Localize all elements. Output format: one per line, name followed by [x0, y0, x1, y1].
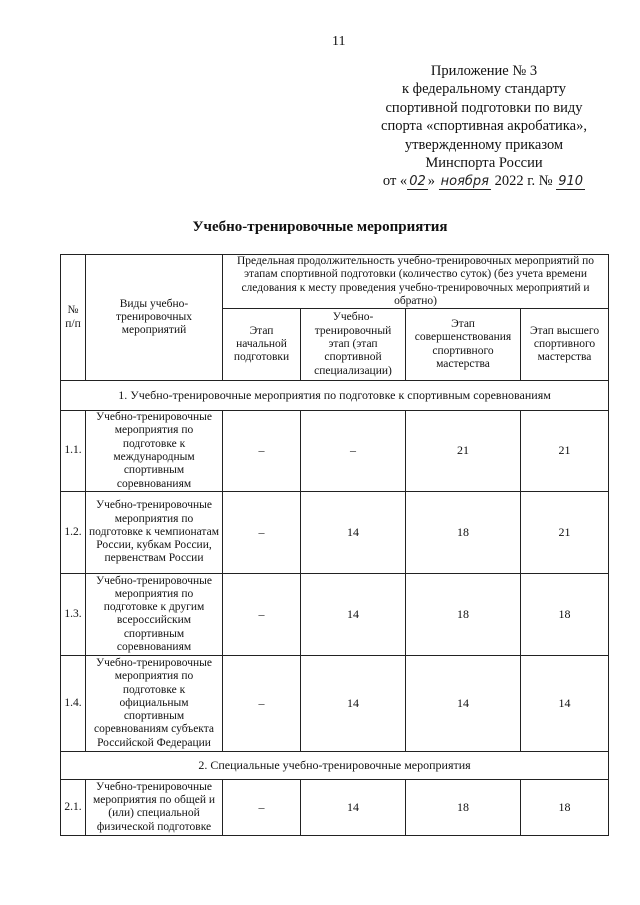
year-text: 2022 г. №	[494, 173, 553, 190]
appendix-line: к федеральному стандарту	[402, 81, 566, 98]
value-initial: –	[223, 491, 301, 573]
value-improvement: 18	[406, 491, 521, 573]
row-name: Учебно-тренировочные мероприятия по подготовке к официальным спортивным соревнованиям субъекта Российской Федерации	[86, 655, 223, 751]
page-number: 11	[332, 34, 346, 49]
table-row	[61, 491, 609, 573]
table-row	[61, 411, 609, 492]
value-improvement: 21	[406, 411, 521, 492]
header-num: № п/п	[61, 255, 86, 381]
appendix-line: утвержденному приказом	[404, 136, 564, 153]
header-stage-initial: Этап начальной подготовки	[223, 309, 301, 381]
value-improvement: 18	[406, 779, 521, 835]
value-highest: 14	[521, 655, 609, 751]
section-title: 2. Специальные учебно-тренировочные мероприятия	[61, 751, 609, 779]
value-highest: 18	[521, 779, 609, 835]
value-improvement: 14	[406, 655, 521, 751]
header-stage-highest: Этап высшего спортивного мастерства	[521, 309, 609, 381]
value-initial: –	[223, 779, 301, 835]
row-name: Учебно-тренировочные мероприятия по подготовке к международным спортивным соревнованиям	[86, 411, 223, 492]
value-highest: 18	[521, 573, 609, 655]
appendix-line: Минспорта России	[425, 155, 543, 172]
value-initial: –	[223, 411, 301, 492]
value-training: 14	[301, 491, 406, 573]
row-num: 1.4.	[61, 655, 86, 751]
row-num: 1.1.	[61, 411, 86, 492]
row-num: 1.3.	[61, 573, 86, 655]
header-stage-improvement: Этап совершенствования спортивного мастерства	[406, 309, 521, 381]
table-row	[61, 573, 609, 655]
appendix-block	[360, 62, 608, 192]
value-training: –	[301, 411, 406, 492]
section-title: 1. Учебно-тренировочные мероприятия по подготовке к спортивным соревнованиям	[61, 381, 609, 411]
header-kind: Виды учебно-тренировочных мероприятий	[86, 255, 223, 381]
row-name: Учебно-тренировочные мероприятия по подготовке к другим всероссийским спортивным соревнованиям	[86, 573, 223, 655]
header-stage-training: Учебно-тренировочный этап (этап спортивной специализации)	[301, 309, 406, 381]
appendix-line: спорта «спортивная акробатика»,	[381, 118, 587, 135]
appendix-line: спортивной подготовки по виду	[385, 99, 583, 116]
row-name: Учебно-тренировочные мероприятия по общей и (или) специальной физической подготовке	[86, 779, 223, 835]
handwritten-month: ноября	[440, 174, 489, 190]
date-mid: »	[427, 173, 435, 190]
value-training: 14	[301, 655, 406, 751]
training-events-table	[60, 254, 609, 836]
value-highest: 21	[521, 491, 609, 573]
appendix-line: Приложение № 3	[430, 63, 538, 79]
value-improvement: 18	[406, 573, 521, 655]
handwritten-day: 02	[409, 174, 426, 190]
value-training: 14	[301, 779, 406, 835]
order-date-line	[360, 172, 608, 191]
row-num: 1.2.	[61, 491, 86, 573]
row-name: Учебно-тренировочные мероприятия по подготовке к чемпионатам России, кубкам России, первенствам России	[86, 491, 223, 573]
table-row	[61, 779, 609, 835]
value-initial: –	[223, 573, 301, 655]
table-row	[61, 655, 609, 751]
value-highest: 21	[521, 411, 609, 492]
date-prefix: от «	[382, 173, 408, 190]
document-title: Учебно-тренировочные мероприятия	[192, 219, 448, 235]
handwritten-order-number: 910	[558, 174, 584, 190]
row-num: 2.1.	[61, 779, 86, 835]
header-duration: Предельная продолжительность учебно-тренировочных мероприятий по этапам спортивной подготовки (количество суток) (без учета времени следования к месту проведения учебно-тренировочных мероприятий и обратно)	[223, 255, 609, 309]
value-training: 14	[301, 573, 406, 655]
value-initial: –	[223, 655, 301, 751]
